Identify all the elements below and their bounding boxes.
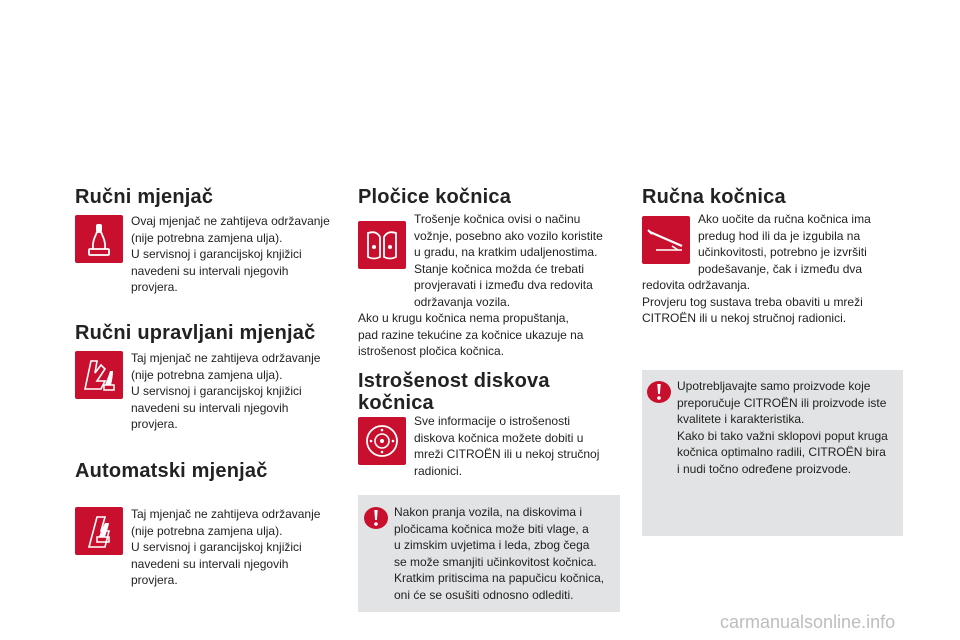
parking-brake-lever-icon — [642, 216, 690, 264]
parking-brake-text: Ako uočite da ručna kočnica ima predug hod ili da je izgubila na učinkovitosti, potrebno je izvršiti podešavanje, čak i između dva — [698, 212, 871, 276]
electronic-gear-lever-icon — [75, 351, 123, 399]
brake-note-text: Nakon pranja vozila, na diskovima i pločicama kočnica može biti vlage, a u zimskim uvjetima i leda, zbog čega se može smanjiti učinkovitost kočnica. Kratkim pritiscima na papučicu kočnica, oni će se osušiti odnosno odlediti. — [394, 505, 605, 602]
brake-pads-icon — [358, 221, 406, 269]
parking-brake-title: Ručna kočnica — [642, 186, 786, 208]
automatic-gearbox-text: Taj mjenjač ne zahtijeva održavanje (nije potrebna zamjena ulja). U servisnoj i garancijskoj knjižici navedeni su intervali njegovih provjera. — [131, 507, 321, 587]
parts-note-text: Upotrebljavajte samo proizvode koje preporučuje CITROËN ili proizvode iste kvalitete i karakteristika. Kako bi tako važni sklopovi poput kruga kočnica optimalno radili, CITROËN bira i nudi točno određene proizvode. — [677, 379, 888, 476]
electronic-gearbox-text: Taj mjenjač ne zahtijeva održavanje (nije potrebna zamjena ulja). U servisnoj i garancijskoj knjižici navedeni su intervali njegovih provjera. — [131, 351, 321, 431]
automatic-gearbox-title: Automatski mjenjač — [75, 460, 268, 482]
warning-icon — [647, 380, 671, 404]
electronic-gearbox-title: Ručni upravljani mjenjač — [75, 322, 316, 344]
gear-lever-icon — [75, 215, 123, 263]
brake-pads-text: Trošenje kočnica ovisi o načinu vožnje, posebno ako vozilo koristite u gradu, na kratkim udaljenostima. Stanje kočnica možda će trebati provjeravati i između dva redovita održavanja vozila. — [414, 212, 603, 309]
brake-discs-title: Istrošenost diskova kočnica — [358, 370, 550, 414]
brake-disc-icon — [358, 417, 406, 465]
parking-brake-text-full: redovita održavanja. Provjeru tog sustava treba obaviti u mreži CITROËN ili u nekoj stručnoj radionici. — [642, 278, 863, 325]
automatic-gear-selector-icon — [75, 507, 123, 555]
manual-gearbox-title: Ručni mjenjač — [75, 186, 214, 208]
brake-discs-text: Sve informacije o istrošenosti diskova kočnica možete dobiti u mreži CITROËN ili u nekoj stručnoj radionici. — [414, 414, 600, 478]
brake-pads-text-full: Ako u krugu kočnica nema propuštanja, pad razine tekućine za kočnice ukazuje na istrošenost pločica kočnica. — [358, 311, 584, 358]
manual-gearbox-text: Ovaj mjenjač ne zahtijeva održavanje (nije potrebna zamjena ulja). U servisnoj i garancijskoj knjižici navedeni su intervali njegovih provjera. — [131, 214, 330, 294]
warning-icon — [364, 506, 388, 530]
brake-pads-title: Pločice kočnica — [358, 186, 512, 208]
footer-watermark: carmanualsonline.info — [720, 612, 896, 632]
